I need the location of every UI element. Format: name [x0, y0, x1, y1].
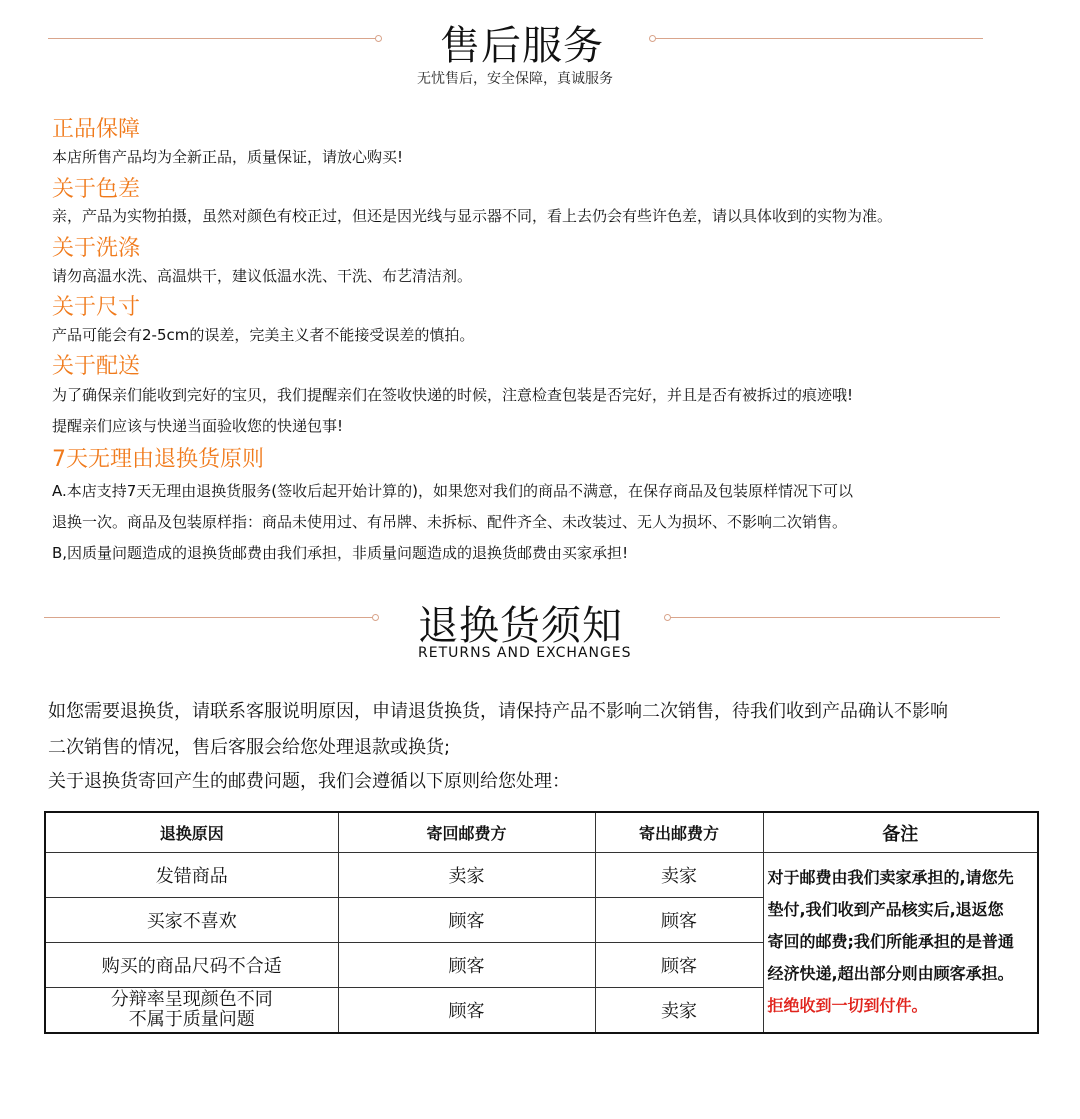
- cell-reason: 购买的商品尺码不合适: [45, 943, 338, 988]
- cell-reason: 发错商品: [45, 853, 338, 898]
- title2-rule-left-dot: [372, 614, 379, 621]
- text-size: 产品可能会有2-5cm的误差，完美主义者不能接受误差的慎拍。: [52, 326, 475, 344]
- returns-fee-table: [44, 811, 1039, 1034]
- note-line: 对于邮费由我们卖家承担的,请您先: [767, 868, 1014, 888]
- cell-reason-line: 不属于质量问题: [128, 1008, 255, 1030]
- returns-paragraph-2: 二次销售的情况，售后客服会给您处理退款或换货;: [48, 737, 451, 758]
- heading-washing: 关于洗涤: [52, 236, 141, 261]
- table-header-row: [45, 812, 1038, 853]
- section-title-returns: 退换货须知: [418, 603, 623, 649]
- title-rule-right: [655, 38, 983, 39]
- table-row: [45, 853, 1038, 898]
- heading-authentic: 正品保障: [52, 117, 141, 142]
- heading-color-diff: 关于色差: [52, 177, 141, 202]
- text-7day-return-3: B,因质量问题造成的退换货邮费由我们承担，非质量问题造成的退换货邮费由买家承担!: [52, 544, 629, 562]
- header-return-fee: 寄回邮费方: [338, 812, 595, 853]
- cell-send-fee: 顾客: [595, 943, 763, 988]
- note-line: 经济快递,超出部分则由顾客承担。: [767, 964, 1014, 984]
- note-line: 垫付,我们收到产品核实后,退返您: [767, 900, 1004, 920]
- text-delivery-2: 提醒亲们应该与快递当面验收您的快递包事!: [52, 417, 344, 435]
- header-reason: 退换原因: [45, 812, 338, 853]
- cell-send-fee: 卖家: [595, 853, 763, 898]
- heading-delivery: 关于配送: [52, 354, 141, 379]
- cell-return-fee: 顾客: [338, 943, 595, 988]
- note-warning: 拒绝收到一切到付件。: [767, 996, 928, 1016]
- title-rule-left-dot: [375, 35, 382, 42]
- section-title-after-sales: 售后服务: [440, 23, 604, 69]
- title-rule-left: [48, 38, 376, 39]
- cell-reason: 买家不喜欢: [45, 898, 338, 943]
- cell-reason-line: 分辩率呈现颜色不同: [110, 988, 273, 1010]
- text-7day-return-2: 退换一次。商品及包装原样指：商品未使用过、有吊牌、未拆标、配件齐全、未改装过、无人为损坏、不影响二次销售。: [52, 513, 848, 531]
- returns-paragraph-1: 如您需要退换货，请联系客服说明原因，申请退货换货，请保持产品不影响二次销售，待我们收到产品确认不影响: [48, 701, 948, 722]
- cell-send-fee: 顾客: [595, 898, 763, 943]
- text-washing: 请勿高温水洗、高温烘干，建议低温水洗、干洗、布艺清洁剂。: [52, 267, 473, 285]
- section-subtitle-en: RETURNS AND EXCHANGES: [418, 645, 632, 661]
- heading-size: 关于尺寸: [52, 295, 141, 320]
- cell-return-fee: 顾客: [338, 898, 595, 943]
- cell-send-fee: 卖家: [595, 988, 763, 1033]
- title2-rule-right: [670, 617, 1000, 618]
- cell-return-fee: 顾客: [338, 988, 595, 1033]
- note-cell: [763, 853, 1038, 1033]
- header-note: 备注: [763, 812, 1038, 853]
- text-7day-return-1: A.本店支持7天无理由退换货服务(签收后起开始计算的)，如果您对我们的商品不满意，在保存商品及包装原样情况下可以: [52, 482, 854, 500]
- note-line: 寄回的邮费;我们所能承担的是普通: [767, 932, 1014, 952]
- header-send-fee: 寄出邮费方: [595, 812, 763, 853]
- text-authentic: 本店所售产品均为全新正品，质量保证，请放心购买!: [52, 148, 404, 166]
- cell-return-fee: 卖家: [338, 853, 595, 898]
- section-subtitle: 无忧售后，安全保障，真诚服务: [417, 71, 613, 87]
- cell-reason: [45, 988, 338, 1033]
- title2-rule-left: [44, 617, 374, 618]
- text-color-diff: 亲，产品为实物拍摄，虽然对颜色有校正过，但还是因光线与显示器不同，看上去仍会有些许色差，请以具体收到的实物为准。: [52, 207, 893, 225]
- heading-7day-return: 7天无理由退换货原则: [52, 447, 264, 472]
- returns-paragraph-3: 关于退换货寄回产生的邮费问题，我们会遵循以下原则给您处理：: [48, 771, 570, 792]
- text-delivery-1: 为了确保亲们能收到完好的宝贝，我们提醒亲们在签收快递的时候，注意检查包装是否完好，并且是否有被拆过的痕迹哦!: [52, 386, 854, 404]
